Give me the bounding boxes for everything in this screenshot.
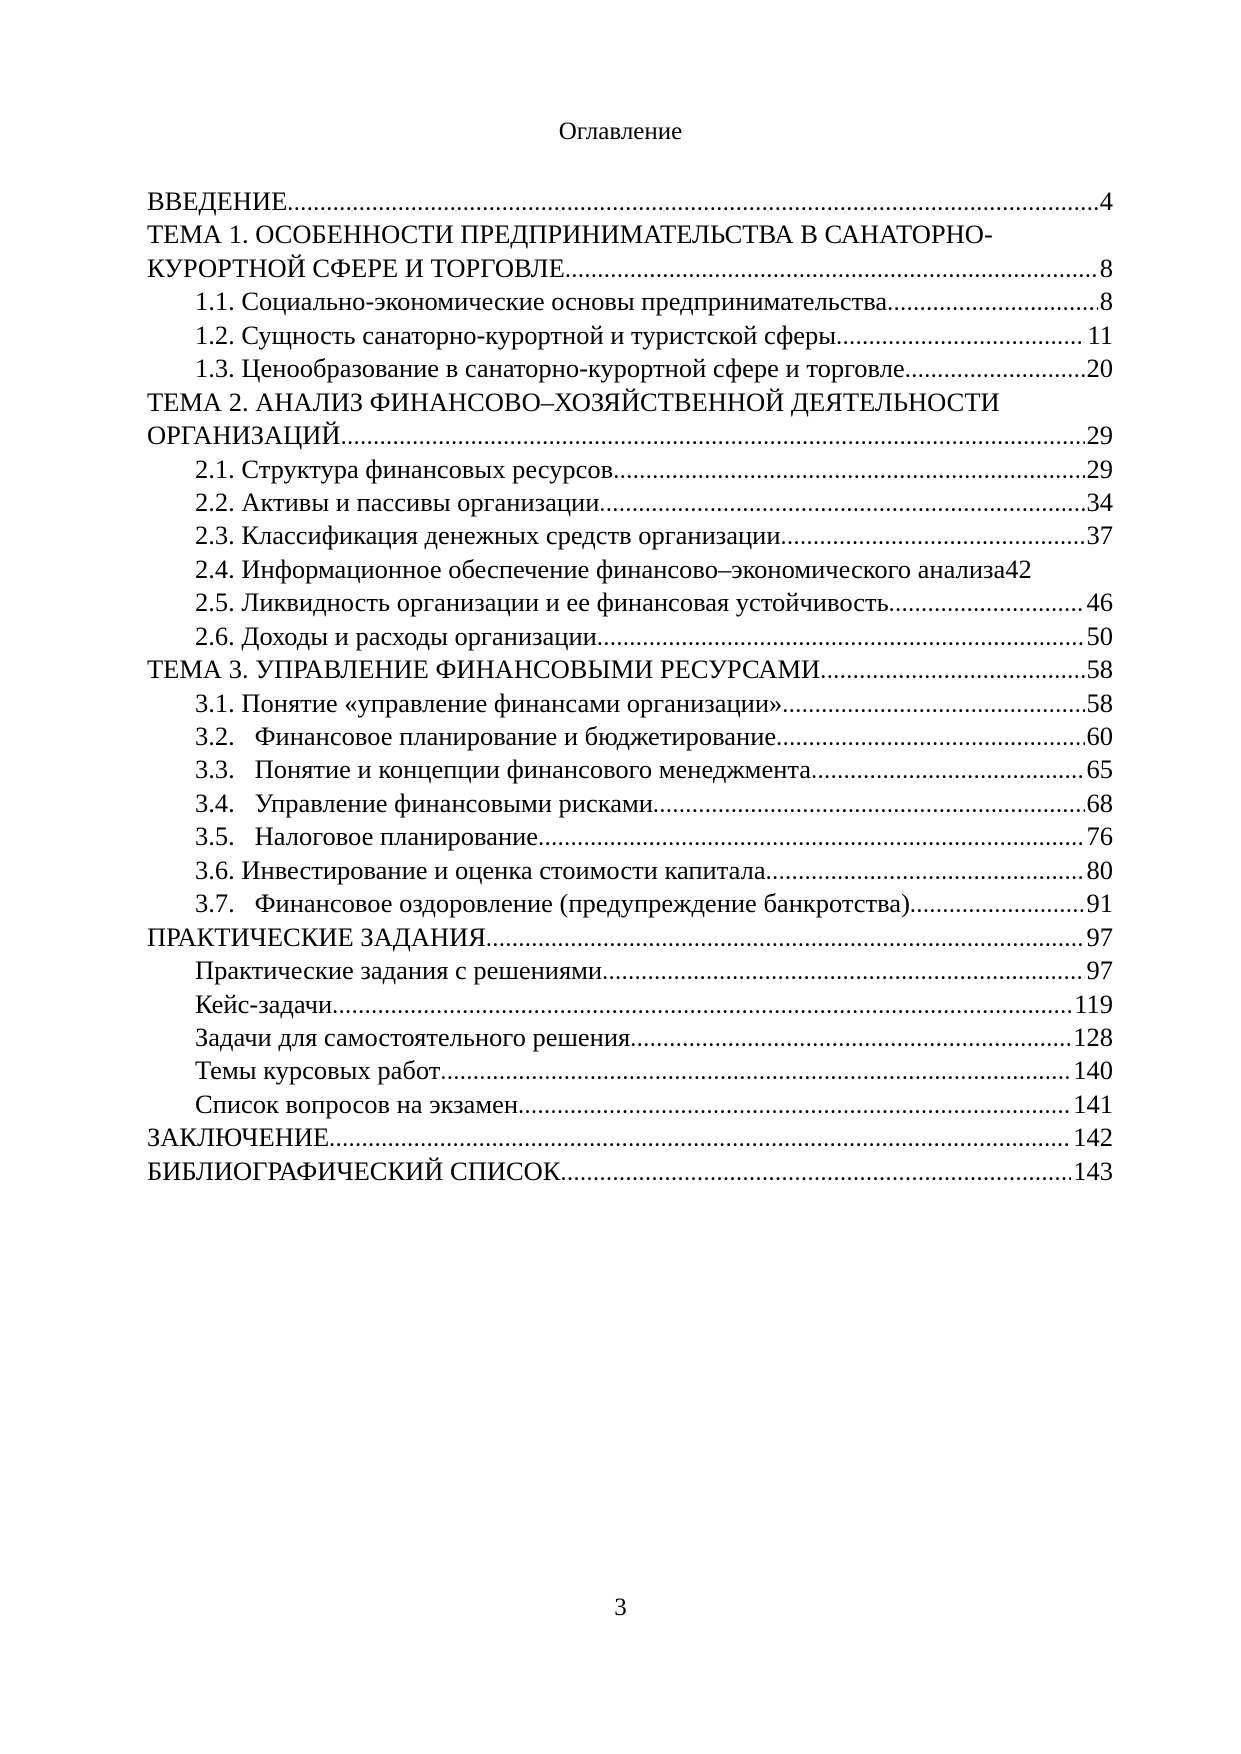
toc-entry-label: КУРОРТНОЙ СФЕРЕ И ТОРГОВЛЕ <box>147 252 565 283</box>
toc-entry-label: Список вопросов на экзамен <box>195 1088 519 1119</box>
dot-leader <box>597 620 1085 655</box>
toc-entry-page: 65 <box>1086 754 1113 785</box>
toc-entry[interactable] <box>147 252 1113 285</box>
toc-entry-label: ПРАКТИЧЕСКИЕ ЗАДАНИЯ <box>147 921 486 952</box>
dot-leader <box>613 453 1084 488</box>
toc-entry-label: ТЕМА 1. ОСОБЕННОСТИ ПРЕДПРИНИМАТЕЛЬСТВА В САНАТОРНО- <box>147 219 993 250</box>
toc-entry[interactable] <box>147 820 1113 853</box>
toc-entry[interactable] <box>147 419 1113 452</box>
toc-entry[interactable] <box>147 988 1113 1021</box>
toc-entry-page: 29 <box>1086 453 1113 484</box>
toc-entry-label: 2.5. Ликвидность организации и ее финансовая устойчивость <box>195 587 889 618</box>
toc-entry-page: 97 <box>1086 921 1113 952</box>
toc-entry-page: 140 <box>1073 1055 1113 1086</box>
toc-entry-page: 143 <box>1073 1155 1113 1186</box>
toc-entry-label: 2.1. Структура финансовых ресурсов <box>195 453 614 484</box>
toc-entry-page: 80 <box>1086 854 1113 885</box>
toc-entry-label: 3.5. Налоговое планирование <box>195 821 539 852</box>
toc-entry-page: 4 <box>1099 186 1113 216</box>
toc-entry[interactable] <box>147 854 1113 887</box>
toc-entry-label: Кейс-задачи <box>195 988 333 1019</box>
dot-leader <box>287 185 1097 220</box>
toc-entry[interactable] <box>147 218 1113 251</box>
toc-entry-page: 58 <box>1086 687 1113 718</box>
toc-entry[interactable] <box>147 753 1113 786</box>
toc-entry-label: 3.1. Понятие «управление финансами организации» <box>195 687 783 718</box>
dot-leader <box>341 419 1085 454</box>
toc-entry-page: 141 <box>1073 1088 1113 1119</box>
dot-leader <box>910 887 1085 922</box>
toc-entry-label: 3.2. Финансовое планирование и бюджетирование <box>195 721 777 751</box>
dot-leader <box>440 1054 1071 1089</box>
toc-entry-label: ТЕМА 2. АНАЛИЗ ФИНАНСОВО–ХОЗЯЙСТВЕННОЙ ДЕЯТЕЛЬНОСТИ <box>147 386 1000 417</box>
dot-leader <box>486 921 1085 956</box>
toc-entry[interactable] <box>147 921 1113 954</box>
toc-entry-label: 3.6. Инвестирование и оценка стоимости капитала <box>195 854 766 885</box>
toc-entry[interactable] <box>147 954 1113 987</box>
dot-leader <box>836 319 1085 354</box>
toc-entry-page: 29 <box>1086 420 1113 451</box>
dot-leader <box>565 252 1098 287</box>
toc-entry-page: 34 <box>1086 486 1113 517</box>
dot-leader <box>653 787 1085 822</box>
toc-entry[interactable] <box>147 1088 1113 1121</box>
toc-entry[interactable] <box>147 1021 1113 1054</box>
dot-leader <box>820 653 1084 688</box>
toc-entry-label: Практические задания с решениями <box>195 955 603 986</box>
dot-leader <box>776 720 1084 755</box>
dot-leader <box>599 486 1084 521</box>
toc-entry[interactable] <box>147 486 1113 519</box>
toc-entry[interactable] <box>147 519 1113 552</box>
page-number: 3 <box>614 1594 627 1621</box>
toc-entry-page: 119 <box>1074 988 1113 1019</box>
toc-entry-label: 1.2. Сущность санаторно-курортной и туристской сферы <box>195 319 837 350</box>
toc-entry-label: 2.4. Информационное обеспечение финансово–экономического анализа <box>195 553 1006 584</box>
toc-entry-label: Задачи для самостоятельного решения <box>195 1021 631 1052</box>
toc-entry-page: 8 <box>1099 286 1113 317</box>
toc-entry-page: 46 <box>1086 587 1113 618</box>
toc-entry-page: 11 <box>1087 319 1113 350</box>
table-of-contents <box>147 185 1113 1188</box>
toc-heading: Оглавление <box>558 118 683 145</box>
dot-leader <box>781 519 1085 554</box>
toc-entry-page: 76 <box>1086 821 1113 852</box>
toc-entry-page: 8 <box>1099 252 1113 283</box>
toc-entry-label: 2.3. Классификация денежных средств организации <box>195 520 781 551</box>
toc-entry[interactable] <box>147 720 1113 753</box>
toc-entry-label: 3.3. Понятие и концепции финансового менеджмента <box>195 754 812 785</box>
toc-entry[interactable] <box>147 453 1113 486</box>
dot-leader <box>602 954 1084 989</box>
toc-entry-label: БИБЛИОГРАФИЧЕСКИЙ СПИСОК <box>147 1155 561 1186</box>
toc-entry-label: 1.1. Социально-экономические основы предпринимательства <box>195 286 888 317</box>
dot-leader <box>630 1021 1071 1056</box>
toc-entry[interactable] <box>147 1121 1113 1154</box>
dot-leader <box>332 988 1072 1023</box>
toc-entry[interactable] <box>147 787 1113 820</box>
toc-entry-label: 3.7. Финансовое оздоровление (предупреждение банкротства) <box>195 888 910 919</box>
toc-entry-page: 142 <box>1073 1122 1113 1153</box>
toc-entry[interactable] <box>147 887 1113 920</box>
toc-entry-page: 97 <box>1086 955 1113 986</box>
toc-entry-label: Темы курсовых работ <box>195 1055 441 1086</box>
dot-leader <box>887 285 1098 320</box>
toc-entry[interactable] <box>147 386 1113 419</box>
toc-entry[interactable] <box>147 185 1113 218</box>
toc-entry-page: 128 <box>1073 1021 1113 1052</box>
dot-leader <box>329 1121 1071 1156</box>
toc-entry[interactable] <box>147 687 1113 720</box>
toc-entry-label: 1.3. Ценообразование в санаторно-курортной сфере и торговле <box>195 353 905 384</box>
dot-leader <box>518 1088 1071 1123</box>
toc-entry[interactable] <box>147 620 1113 653</box>
dot-leader <box>560 1155 1071 1190</box>
toc-entry[interactable] <box>147 653 1113 686</box>
toc-entry[interactable] <box>147 586 1113 619</box>
toc-entry-label: 2.6. Доходы и расходы организации <box>195 620 597 651</box>
toc-entry[interactable] <box>147 1054 1113 1087</box>
toc-entry[interactable] <box>147 352 1113 385</box>
toc-entry-page: 37 <box>1086 520 1113 551</box>
toc-entry[interactable] <box>147 553 1113 586</box>
toc-entry-page: 60 <box>1086 721 1113 751</box>
toc-entry-label: ЗАКЛЮЧЕНИЕ <box>147 1122 330 1153</box>
toc-entry-page: 91 <box>1086 888 1113 919</box>
toc-entry-page: 68 <box>1086 787 1113 818</box>
dot-leader <box>766 854 1085 889</box>
toc-entry-label: ТЕМА 3. УПРАВЛЕНИЕ ФИНАНСОВЫМИ РЕСУРСАМИ <box>147 654 821 685</box>
toc-entry-label: 3.4. Управление финансовыми рисками <box>195 787 653 818</box>
toc-entry-label: 2.2. Активы и пассивы организации <box>195 486 600 517</box>
toc-entry-page: 50 <box>1086 620 1113 651</box>
toc-entry-page: 58 <box>1086 654 1113 685</box>
toc-entry[interactable] <box>147 285 1113 318</box>
toc-entry[interactable] <box>147 1155 1113 1188</box>
dot-leader <box>811 753 1084 788</box>
dot-leader <box>782 687 1084 722</box>
toc-entry-label: ВВЕДЕНИЕ <box>147 186 288 216</box>
dot-leader <box>538 820 1084 855</box>
toc-entry-page: 20 <box>1086 353 1113 384</box>
dot-leader <box>905 352 1085 387</box>
toc-entry[interactable] <box>147 319 1113 352</box>
toc-entry-page: 42 <box>1005 553 1032 584</box>
dot-leader <box>889 586 1085 621</box>
toc-entry-label: ОРГАНИЗАЦИЙ <box>147 420 341 451</box>
